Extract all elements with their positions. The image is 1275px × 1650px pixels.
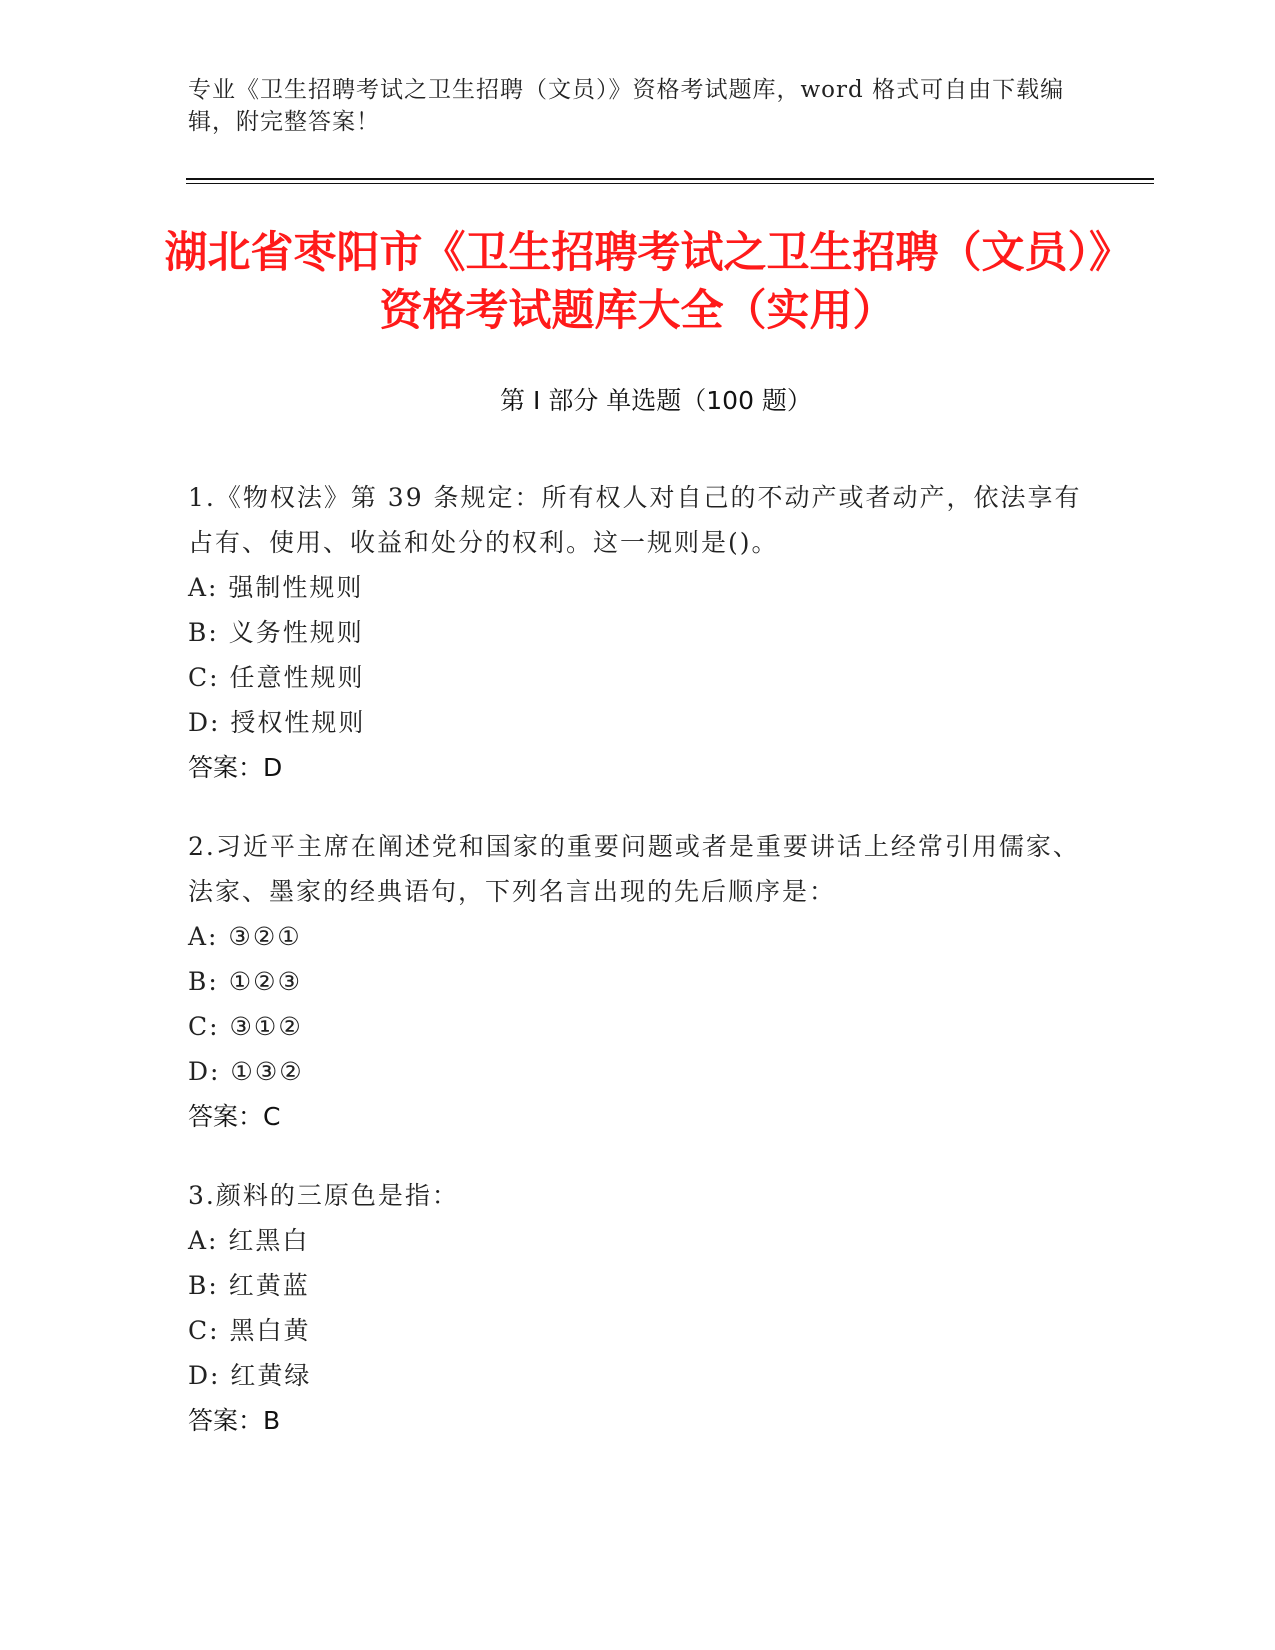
answer: 答案：D	[188, 753, 283, 782]
option-c: C: 任意性规则	[188, 663, 365, 692]
question-stem: 3.颜料的三原色是指：	[188, 1181, 459, 1210]
section-title: 第 I 部分 单选题（100 题）	[500, 386, 812, 415]
question-2	[188, 824, 1088, 1139]
option-b: B: ①②③	[188, 967, 302, 996]
option-a: A: 强制性规则	[188, 573, 364, 602]
header-note: 专业《卫生招聘考试之卫生招聘（文员）》资格考试题库，word 格式可自由下载编辑，附完整答案！	[188, 77, 1065, 135]
question-3	[188, 1173, 1088, 1443]
question-1	[188, 475, 1088, 790]
option-d: D: 授权性规则	[188, 708, 366, 737]
option-b: B: 义务性规则	[188, 618, 364, 647]
answer: 答案：B	[188, 1406, 281, 1435]
option-d: D: 红黄绿	[188, 1361, 312, 1390]
option-a: A: 红黑白	[188, 1226, 310, 1255]
question-list	[188, 475, 1088, 1477]
header-divider-thick	[186, 178, 1154, 180]
answer: 答案：C	[188, 1102, 281, 1131]
option-b: B: 红黄蓝	[188, 1271, 310, 1300]
option-c: C: 黑白黄	[188, 1316, 311, 1345]
option-c: C: ③①②	[188, 1012, 303, 1041]
option-d: D: ①③②	[188, 1057, 304, 1086]
question-stem: 1.《物权法》第 39 条规定：所有权人对自己的不动产或者动产，依法享有占有、使用、收益和处分的权利。这一规则是()。	[188, 483, 1082, 557]
question-stem: 2.习近平主席在阐述党和国家的重要问题或者是重要讲话上经常引用儒家、法家、墨家的经典语句，下列名言出现的先后顺序是：	[188, 832, 1080, 906]
option-a: A: ③②①	[188, 922, 302, 951]
document-title: 湖北省枣阳市《卫生招聘考试之卫生招聘（文员）》资格考试题库大全（实用）	[164, 228, 1111, 336]
header-divider-thin	[186, 183, 1154, 184]
